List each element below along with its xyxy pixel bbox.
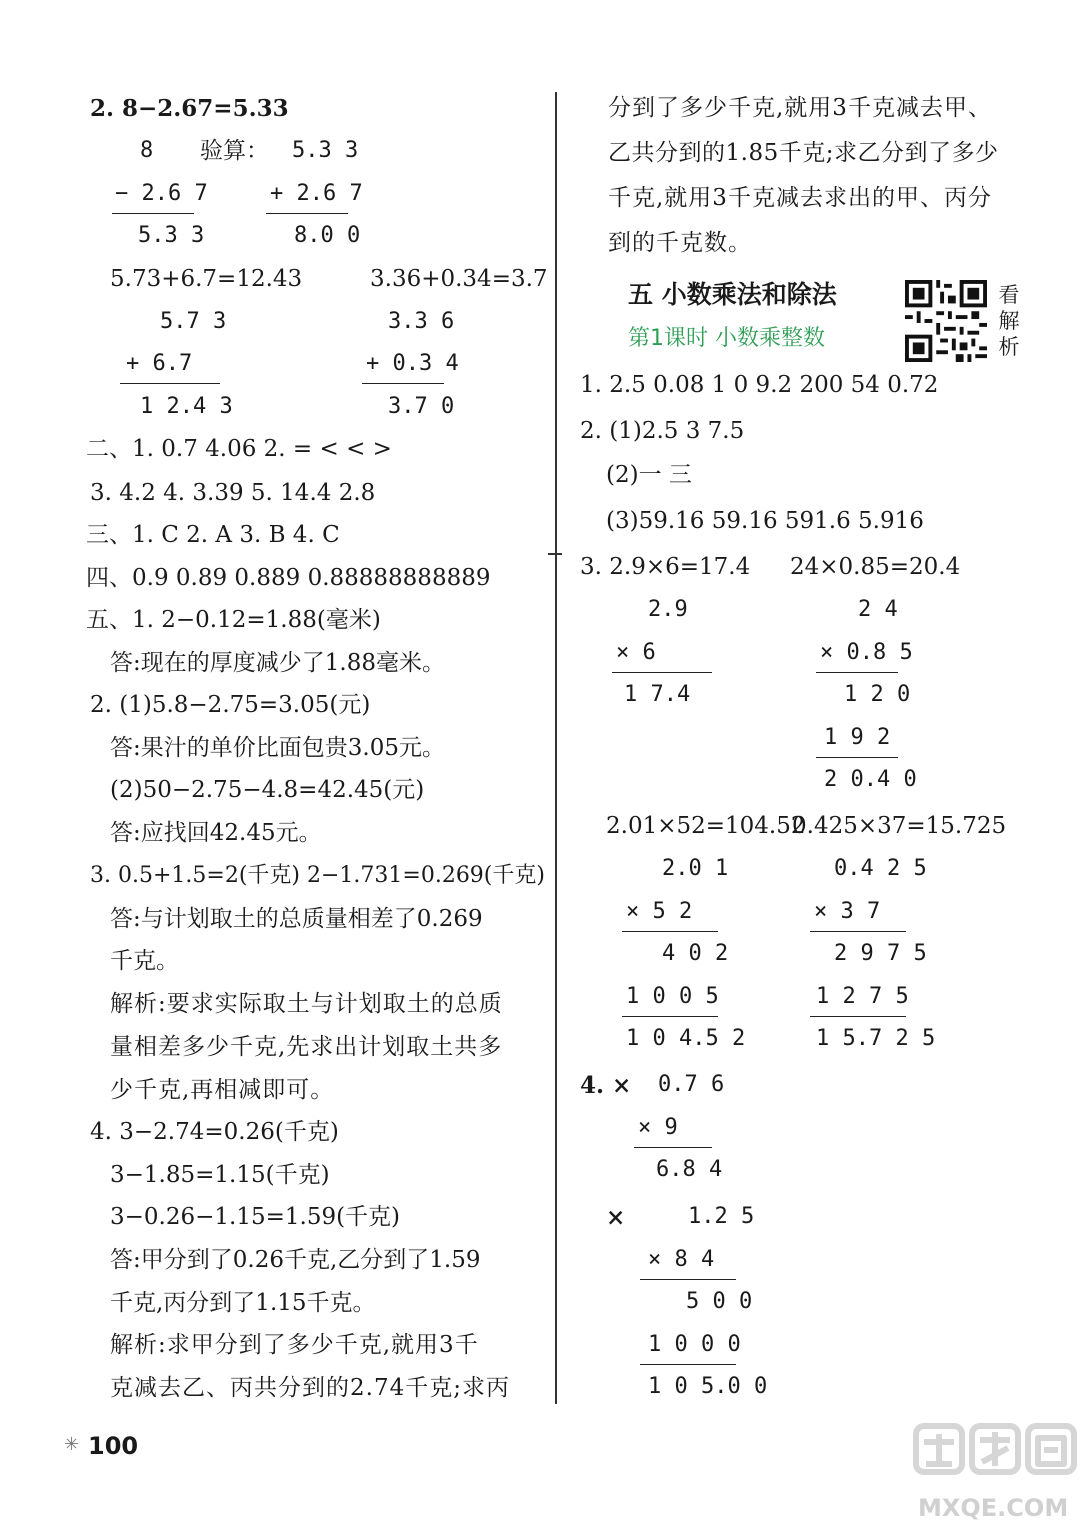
part5-q4-3: 3−0.26−1.15=1.59(千克): [110, 1204, 401, 1230]
part5-q2-2-answer: 答:应找回42.45元。: [110, 820, 322, 846]
page-number: 100: [88, 1432, 139, 1460]
continued-analysis-3: 千克,就用3千克减去求出的甲、丙分: [608, 185, 992, 211]
mul2-top: 2 4: [858, 597, 898, 622]
continued-analysis-4: 到的千克数。: [608, 230, 752, 256]
part3-line: 三、1. C 2. A 3. B 4. C: [86, 522, 340, 548]
sub1-rule: [112, 213, 194, 214]
mul3-partial-1: 4 0 2: [662, 941, 729, 966]
mul1-mult: × 6: [616, 640, 656, 665]
qr-caption: 看解析: [998, 283, 1020, 359]
part5-q4-2: 3−1.85=1.15(千克): [110, 1162, 330, 1188]
mul4-mult: × 3 7: [814, 899, 881, 924]
add-eq-1: 5.73+6.7=12.43: [110, 266, 303, 292]
verify-label: 验算：: [200, 138, 269, 164]
verify-addend: + 2.6 7: [270, 181, 363, 206]
l1-q4-label: 4. ×: [580, 1072, 632, 1099]
l1-q2-1: 2. (1)2.5 3 7.5: [580, 418, 745, 444]
q2-title: 2. 8−2.67=5.33: [90, 95, 289, 122]
mul3-mult: × 5 2: [626, 899, 693, 924]
add1-result: 1 2.4 3: [140, 394, 233, 419]
continued-analysis-2: 乙共分到的1.85千克;求乙分到了多少: [608, 140, 999, 166]
qr-code-icon[interactable]: [905, 280, 987, 362]
mul6-top: 1.2 5: [688, 1204, 755, 1229]
l1-q4-wrong-mark: ×: [606, 1204, 626, 1231]
part5-q4-answer-2: 千克,丙分到了1.15千克。: [110, 1290, 376, 1316]
add1-top: 5.7 3: [160, 309, 227, 334]
mul4-result: 1 5.7 2 5: [816, 1026, 936, 1051]
part5-q4-1: 4. 3−2.74=0.26(千克): [90, 1119, 339, 1145]
continued-analysis-1: 分到了多少千克,就用3千克减去甲、: [608, 95, 992, 121]
part5-q2-1-answer: 答:果汁的单价比面包贵3.05元。: [110, 735, 445, 761]
mul6-partial-2: 1 0 0 0: [648, 1332, 741, 1357]
l1-q3-eq2: 24×0.85=20.4: [790, 554, 961, 580]
mul6-result: 1 0 5.0 0: [648, 1374, 768, 1399]
add2-result: 3.7 0: [388, 394, 455, 419]
part2-line1: 二、1. 0.7 4.06 2. = < < >: [86, 436, 392, 462]
part5-q2-2: (2)50−2.75−4.8=42.45(元): [110, 777, 425, 803]
mul6-partial-1: 5 0 0: [686, 1289, 753, 1314]
mul3-rule-2: [622, 1016, 718, 1017]
add1-addend: + 6.7: [126, 351, 193, 376]
lesson-title: 第1课时 小数乘整数: [628, 326, 825, 351]
part5-q1-answer: 答:现在的厚度减少了1.88毫米。: [110, 650, 445, 676]
watermark-logo: [906, 1418, 1082, 1536]
mul2-result: 2 0.4 0: [824, 767, 917, 792]
sub1-minuend: 8: [140, 138, 154, 163]
mul1-result: 1 7.4: [624, 682, 691, 707]
part5-q3-answer-1: 答:与计划取土的总质量相差了0.269: [110, 906, 483, 932]
mul4-partial-2: 1 2 7 5: [816, 984, 909, 1009]
l1-q1: 1. 2.5 0.08 1 0 9.2 200 54 0.72: [580, 372, 939, 398]
mul4-top: 0.4 2 5: [834, 856, 927, 881]
svg-text:MXQE.COM: MXQE.COM: [918, 1494, 1069, 1522]
part5-q1: 五、1. 2−0.12=1.88(毫米): [86, 607, 381, 633]
mul2-partial-1: 1 2 0: [844, 682, 911, 707]
mul5-result: 6.8 4: [656, 1157, 723, 1182]
l1-q3-eq3: 2.01×52=104.52: [606, 813, 806, 839]
mul3-top: 2.0 1: [662, 856, 729, 881]
l1-q3-eq4: 0.425×37=15.725: [792, 813, 1007, 839]
l1-q2-2: (2)一 三: [606, 462, 692, 488]
part2-line2: 3. 4.2 4. 3.39 5. 14.4 2.8: [90, 480, 376, 506]
part5-q3-answer-2: 千克。: [110, 948, 179, 974]
verify-result: 8.0 0: [294, 223, 361, 248]
part5-q3-analysis-1: 解析:要求实际取土与计划取土的总质: [110, 991, 503, 1017]
mul6-mult: × 8 4: [648, 1247, 715, 1272]
part4-line: 四、0.9 0.89 0.889 0.88888888889: [86, 565, 491, 591]
mul3-rule-1: [622, 931, 718, 932]
mul5-top: 0.7 6: [658, 1072, 725, 1097]
add-eq-2: 3.36+0.34=3.7: [370, 266, 548, 292]
part5-q2-1: 2. (1)5.8−2.75=3.05(元): [90, 692, 371, 718]
star-icon: ✳: [64, 1434, 80, 1455]
l1-q2-3: (3)59.16 59.16 591.6 5.916: [606, 508, 924, 534]
part5-q3-analysis-2: 量相差多少千克,先求出计划取土共多: [110, 1034, 503, 1060]
add2-rule: [362, 383, 444, 384]
section-title: 五 小数乘法和除法: [628, 280, 837, 309]
mul1-top: 2.9: [648, 597, 688, 622]
verify-rule: [266, 213, 348, 214]
part5-q4-answer-1: 答:甲分到了0.26千克,乙分到了1.59: [110, 1247, 481, 1273]
column-divider-tick: [548, 553, 562, 555]
mul6-rule-1: [640, 1279, 736, 1280]
mul5-mult: × 9: [638, 1115, 678, 1140]
add2-addend: + 0.3 4: [366, 351, 459, 376]
mul4-partial-1: 2 9 7 5: [834, 941, 927, 966]
part5-q4-analysis-2: 克减去乙、丙共分到的2.74千克;求丙: [110, 1375, 510, 1401]
mul2-mult: × 0.8 5: [820, 640, 913, 665]
part5-q3: 3. 0.5+1.5=2(千克) 2−1.731=0.269(千克): [90, 863, 545, 888]
mul4-rule-1: [810, 931, 906, 932]
mul2-rule-1: [816, 672, 898, 673]
mul2-partial-2: 1 9 2: [824, 725, 891, 750]
mul1-rule: [612, 672, 712, 673]
mul5-rule: [634, 1147, 712, 1148]
part5-q4-analysis-1: 解析:求甲分到了多少千克,就用3千: [110, 1332, 479, 1358]
mul3-result: 1 0 4.5 2: [626, 1026, 746, 1051]
mul6-rule-2: [640, 1364, 736, 1365]
sub1-subtrahend: − 2.6 7: [115, 181, 208, 206]
verify-top: 5.3 3: [292, 138, 359, 163]
add1-rule: [120, 383, 220, 384]
part5-q3-analysis-3: 少千克,再相减即可。: [110, 1077, 335, 1103]
sub1-result: 5.3 3: [138, 223, 205, 248]
column-divider: [555, 92, 557, 1404]
add2-top: 3.3 6: [388, 309, 455, 334]
mul2-rule-2: [816, 757, 898, 758]
mul3-partial-2: 1 0 0 5: [626, 984, 719, 1009]
mul4-rule-2: [810, 1016, 906, 1017]
l1-q3-eq1: 3. 2.9×6=17.4: [580, 554, 751, 580]
